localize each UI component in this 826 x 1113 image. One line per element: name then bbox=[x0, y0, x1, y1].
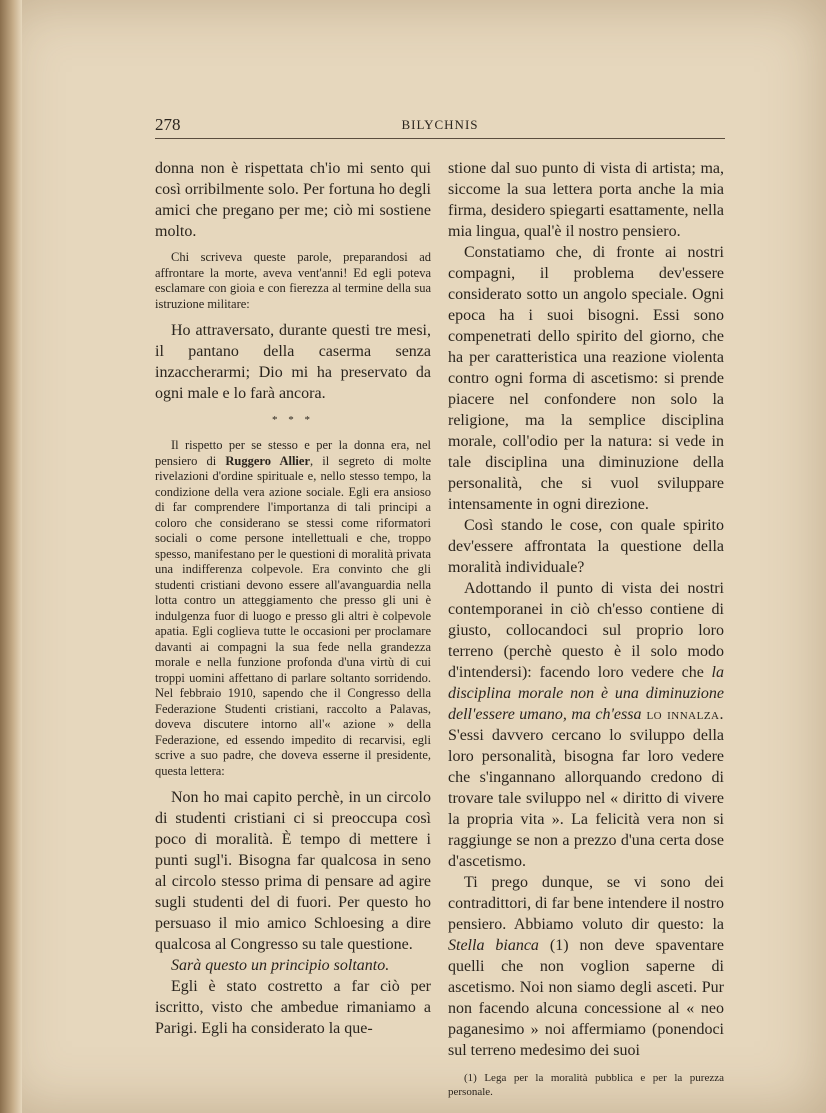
person-name: Ruggero Allier bbox=[225, 453, 311, 468]
letter-paragraph: Constatiamo che, di fronte ai nostri compagni, il problema dev'essere considerato sotto un angolo speciale. Ogni epoca ha i suoi bisogni. Essi sono compenetrati dello spirito del giorno, che ha per caratteristica una reazione violenta contro ogni forma di ascetismo: si prende piacere nel confondere non solo la religione, ma la semplice disciplina morale, coll'odio per la natura: si vede in tale disciplina una diminuzione della personalità, che si vuol sviluppare intensamente in ogni direzione. bbox=[448, 244, 724, 513]
section-separator: * * * bbox=[272, 414, 314, 426]
letter-paragraph: donna non è rispettata ch'io mi sento qui così orribilmente solo. Per fortuna ho degli amici che pregano per me; ciò mi sostiene molto. bbox=[155, 160, 431, 240]
letter-paragraph bbox=[448, 872, 724, 1061]
text-span: Il rispetto per se stesso e per la donna era, nel pensiero di bbox=[155, 438, 431, 468]
text-span: S'essi davvero cercano lo sviluppo della loro personalità, bisogna far loro vedere che s'ingannano allorquando credono di trovare tale sviluppo nel « diritto di vivere la propria vita ». La felicità vera non si raggiunge se non a prezzo d'una certa dose d'ascetismo. bbox=[448, 727, 724, 870]
text-span: , il segreto di molte rivelazioni d'ordine spirituale e, nello stesso tempo, la condizione della vera azione sociale. Egli era ansioso di far comprendere l'importanza di tali principi a coloro che considerano se stessi come riformatori sociali o come persone intellettuali e che, troppo spesso, manifestano per le questioni di moralità privata una indifferenza colpevole. Era convinto che gli studenti cristiani devono essere all'avanguardia nella lotta contro un atteggiamento che presso gli uni è indulgenza fuor di luogo e presso gli altri è colpevole apatia. Egli coglieva tutte le occasioni per proclamare davanti ai compagni la sua fede nella grandezza morale e nella funzione profonda d'una virtù di cui troppi uomini affettano di parlare soltanto sorridendo. Nel febbraio 1910, sapendo che il Congresso della Federazione Studenti cristiani, raccolto a Palavas, doveva discutere intorno all'« azione » della Federazione, ed essendo impedito di recarvisi, egli scrive a suo padre, che doveva esserne il presidente, questa lettera: bbox=[155, 453, 432, 778]
page-header bbox=[155, 115, 725, 139]
small-caps-text: lo innalza. bbox=[641, 706, 724, 723]
footnote: (1) Lega per la moralità pubblica e per la purezza personale. bbox=[448, 1072, 724, 1098]
letter-paragraph: Così stando le cose, con quale spirito dev'essere affrontata la questione della moralità individuale? bbox=[448, 517, 724, 576]
right-column bbox=[448, 158, 724, 1099]
page-number: 278 bbox=[155, 115, 181, 134]
letter-paragraph: Ho attraversato, durante questi tre mesi, il pantano della caserma senza inzaccherarmi; Dio mi ha preservato da ogni male e lo farà ancora. bbox=[155, 322, 431, 402]
letter-paragraph bbox=[155, 955, 431, 976]
left-column bbox=[155, 158, 431, 1039]
binding-edge bbox=[0, 0, 22, 1113]
commentary-paragraph: Chi scriveva queste parole, preparandosi ad affrontare la morte, aveva vent'anni! Ed egli poteva esclamare con gioia e con fierezza al termine della sua istruzione militare: bbox=[155, 250, 431, 311]
italic-text: Sarà questo un principio soltanto. bbox=[171, 957, 390, 974]
header-rule bbox=[155, 138, 725, 139]
letter-paragraph: stione dal suo punto di vista di artista; ma, siccome la sua lettera porta anche la mia firma, desidero spiegarti esattamente, nella mia lingua, qual'è il nostro pensiero. bbox=[448, 160, 724, 240]
letter-paragraph: Egli è stato costretto a far ciò per iscritto, visto che ambedue rimaniamo a Parigi. Egli ha considerato la que- bbox=[155, 978, 431, 1037]
text-span: (1) non deve spaventare quelli che non voglion saperne di ascetismo. Noi non siamo degli asceti. Pur non facendo alcuna concessione al « neo paganesimo » noi affermiamo (ponendoci sul terreno medesimo dei suoi bbox=[448, 937, 725, 1059]
text-span: Adottando il punto di vista dei nostri contemporanei in ciò ch'esso contiene di giusto, collocandoci sul proprio loro terreno (perchè questo è il solo modo d'intendersi): facendo loro vedere che bbox=[448, 580, 724, 681]
italic-text: Stella bianca bbox=[448, 937, 539, 954]
letter-paragraph bbox=[448, 578, 724, 872]
letter-paragraph: Non ho mai capito perchè, in un circolo di studenti cristiani ci si preoccupa così poco di moralità. È tempo di mettere i punti sugl'i. Bisogna far qualcosa in seno al circolo stesso prima di pensare ad agire sugli studenti del di fuori. Per questo ho persuaso il mio amico Schloesing a dire qualcosa al Congresso su tale questione. bbox=[155, 789, 431, 953]
commentary-paragraph bbox=[155, 438, 431, 779]
italic-text: la disciplina morale non è una diminuzione dell'essere umano, ma ch'essa bbox=[448, 664, 724, 723]
running-title: BILYCHNIS bbox=[401, 117, 479, 132]
text-span: Ti prego dunque, se vi sono dei contradittori, di far bene intendere il nostro pensiero. Abbiamo voluto dir questo: la bbox=[448, 874, 724, 933]
